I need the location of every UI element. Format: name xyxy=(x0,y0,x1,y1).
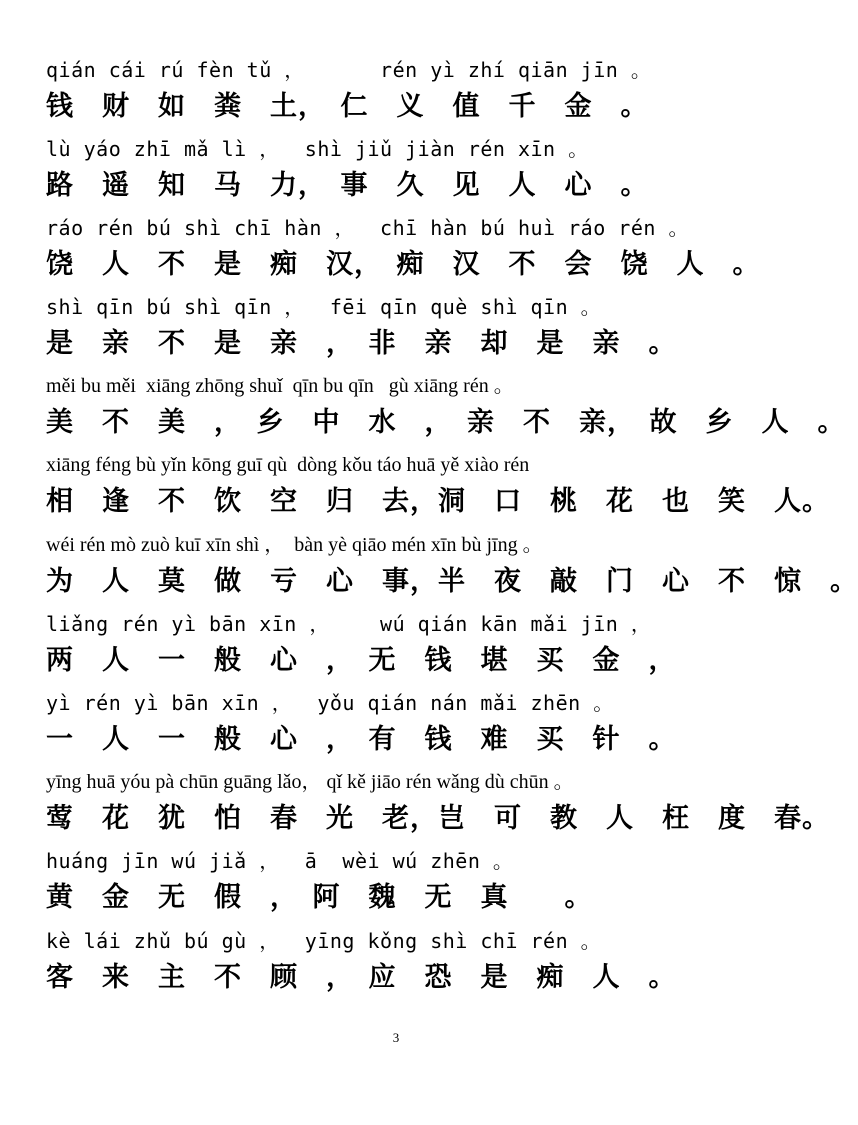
pinyin-line-8: liǎng rén yì bān xīn ， wú qián kān mǎi jīn ， xyxy=(46,612,652,636)
page-number: 3 xyxy=(392,1030,400,1045)
hanzi-line-12: 客 来 主 不 顾 ， 应 恐 是 痴 人 。 xyxy=(46,962,677,993)
hanzi-line-3: 饶 人 不 是 痴 汉， 痴 汉 不 会 饶 人 。 xyxy=(46,249,761,280)
pinyin-line-1: qián cái rú fèn tǔ ， rén yì zhí qiān jīn 。 xyxy=(46,58,652,82)
pinyin-line-9: yì rén yì bān xīn ， yǒu qián nán mǎi zhēn 。 xyxy=(46,691,614,715)
hanzi-line-6: 相 逢 不 饮 空 归 去，洞 口 桃 花 也 笑 人。 xyxy=(46,486,830,517)
hanzi-line-8: 两 人 一 般 心 ， 无 钱 堪 买 金 ， xyxy=(46,645,677,676)
pinyin-line-6: xiāng féng bù yǐn kōng guī qù dòng kǒu táo huā yě xiào rén xyxy=(46,454,530,476)
pinyin-line-3: ráo rén bú shì chī hàn ， chī hàn bú huì ráo rén 。 xyxy=(46,216,689,240)
pinyin-line-4: shì qīn bú shì qīn ， fēi qīn què shì qīn 。 xyxy=(46,295,602,319)
pinyin-line-12: kè lái zhǔ bú gù ， yīng kǒng shì chī rén 。 xyxy=(46,929,602,953)
hanzi-line-9: 一 人 一 般 心 ， 有 钱 难 买 针 。 xyxy=(46,724,677,755)
hanzi-line-7: 为 人 莫 做 亏 心 事，半 夜 敲 门 心 不 惊 。 xyxy=(46,566,858,597)
hanzi-line-4: 是 亲 不 是 亲 ， 非 亲 却 是 亲 。 xyxy=(46,328,677,359)
pinyin-line-7: wéi rén mò zuò kuī xīn shì ， bàn yè qiāo mén xīn bù jīng 。 xyxy=(46,534,543,556)
pinyin-line-5: měi bu měi xiāng zhōng shuǐ qīn bu qīn gù xiāng rén 。 xyxy=(46,375,514,397)
pinyin-line-11: huáng jīn wú jiǎ ， ā wèi wú zhēn 。 xyxy=(46,849,514,873)
hanzi-line-10: 莺 花 犹 怕 春 光 老，岂 可 教 人 枉 度 春。 xyxy=(46,803,830,834)
hanzi-line-2: 路 遥 知 马 力， 事 久 见 人 心 。 xyxy=(46,170,649,201)
hanzi-line-11: 黄 金 无 假 ， 阿 魏 无 真 。 xyxy=(46,882,593,913)
pinyin-line-10: yīng huā yóu pà chūn guāng lǎo， qǐ kě jiāo rén wǎng dù chūn 。 xyxy=(46,771,574,793)
hanzi-line-5: 美 不 美 ， 乡 中 水 ， 亲 不 亲， 故 乡 人 。 xyxy=(46,407,846,438)
pinyin-line-2: lù yáo zhī mǎ lì ， shì jiǔ jiàn rén xīn 。 xyxy=(46,137,589,161)
hanzi-line-1: 钱 财 如 粪 土， 仁 义 值 千 金 。 xyxy=(46,91,649,122)
